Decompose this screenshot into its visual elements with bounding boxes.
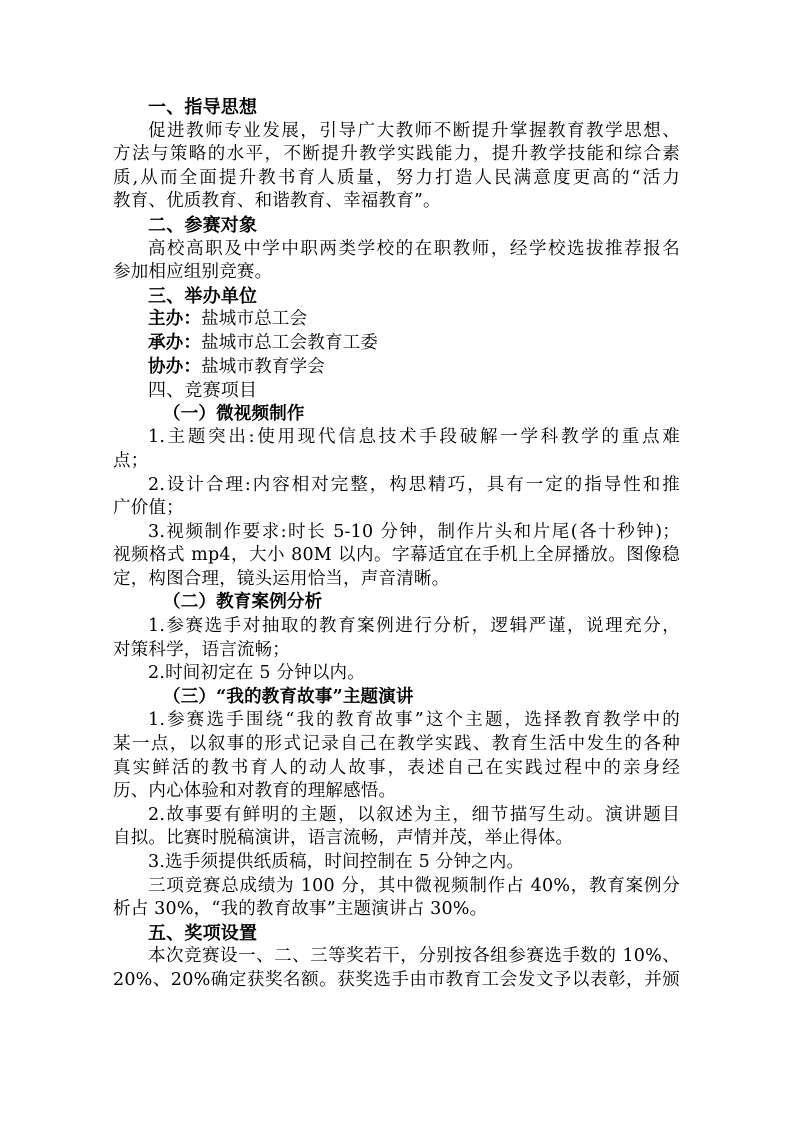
list-item-line: 点； [113, 450, 149, 471]
host-value: 盐城市总工会 [201, 309, 308, 330]
list-item-line: 3.选手须提供纸质稿，时间控制在 5 分钟之内。 [148, 852, 525, 872]
section-heading-organizers: 三、举办单位 [148, 285, 258, 307]
paragraph-line: 20%、20%确定获奖名额。获奖选手由市教育工会发文予以表彰，并颁 [113, 969, 680, 990]
list-item-line: 视频格式 mp4，大小 80M 以内。字幕适宜在手机上全屏播放。图像稳 [113, 545, 680, 566]
organizer-value: 盐城市总工会教育工委 [201, 332, 379, 353]
section-heading-competition-items: 四、竞赛项目 [148, 380, 258, 402]
list-item-line: 2.设计合理:内容相对完整，构思精巧，具有一定的指导性和推 [148, 474, 680, 495]
section-heading-participants: 二、参赛对象 [148, 214, 258, 236]
list-item-line: 某一点，以叙事的形式记录自己在教学实践、教育生活中发生的各种 [113, 734, 680, 755]
section-heading-awards: 五、奖项设置 [148, 922, 258, 944]
list-item-line: 广价值； [113, 498, 184, 519]
paragraph-line: 促进教师专业发展，引导广大教师不断提升掌握教育教学思想、 [148, 120, 680, 141]
paragraph-line: 三项竞赛总成绩为 100 分，其中微视频制作占 40%，教育案例分 [148, 875, 680, 896]
co-organizer-value: 盐城市教育学会 [201, 356, 326, 377]
list-item-line: 历、内心体验和对教育的理解感悟。 [113, 781, 397, 802]
subsection-title-micro-video: （一）微视频制作 [163, 403, 305, 424]
paragraph-line: 高校高职及中学中职两类学校的在职教师，经学校选拔推荐报名 [148, 238, 680, 259]
co-organizer-line [113, 356, 680, 380]
paragraph-line: 本次竞赛设一、二、三等奖若干，分别按各组参赛选手数的 10%、 [148, 946, 680, 967]
paragraph-line: 析占 30%，“我的教育故事”主题演讲占 30%。 [113, 899, 488, 920]
list-item-line: 1.主题突出:使用现代信息技术手段破解一学科教学的重点难 [148, 427, 680, 448]
list-item-line: 真实鲜活的教书育人的动人故事，表述自己在实践过程中的亲身经 [113, 757, 680, 778]
list-item-line: 3.视频制作要求:时长 5-10 分钟，制作片头和片尾(各十秒钟)； [148, 521, 680, 542]
host-line [113, 308, 680, 332]
list-item-line: 1.参赛选手对抽取的教育案例进行分析，逻辑严谨，说理充分， [148, 616, 680, 637]
paragraph-line: 质,从而全面提升教书育人质量，努力打造人民满意度更高的“活力 [113, 167, 680, 188]
co-organizer-label: 协办： [148, 356, 202, 377]
paragraph-line: 教育、优质教育、和谐教育、幸福教育”。 [113, 191, 441, 212]
paragraph-line: 参加相应组别竞赛。 [113, 262, 273, 283]
section-heading-guiding-thought: 一、指导思想 [148, 97, 258, 118]
organizer-line [113, 332, 680, 356]
list-item-line: 1.参赛选手围绕“我的教育故事”这个主题，选择教育教学中的 [148, 710, 680, 731]
list-item-line: 自拟。比赛时脱稿演讲，语言流畅，声情并茂，举止得体。 [113, 828, 574, 849]
document-body [113, 96, 680, 993]
host-label: 主办： [148, 309, 202, 330]
paragraph-line: 方法与策略的水平，不断提升教学实践能力，提升教学技能和综合素 [113, 144, 680, 165]
list-item-line: 定，构图合理，镜头运用恰当，声音清晰。 [113, 568, 450, 589]
list-item-line: 对策科学，语言流畅； [113, 639, 290, 660]
list-item-line: 2.时间初定在 5 分钟以内。 [148, 663, 365, 684]
list-item-line: 2.故事要有鲜明的主题，以叙述为主，细节描写生动。演讲题目 [148, 804, 680, 825]
organizer-label: 承办： [148, 332, 202, 353]
subsection-title-speech: （三）“我的教育故事”主题演讲 [163, 686, 414, 707]
subsection-title-case-analysis: （二）教育案例分析 [163, 592, 323, 613]
